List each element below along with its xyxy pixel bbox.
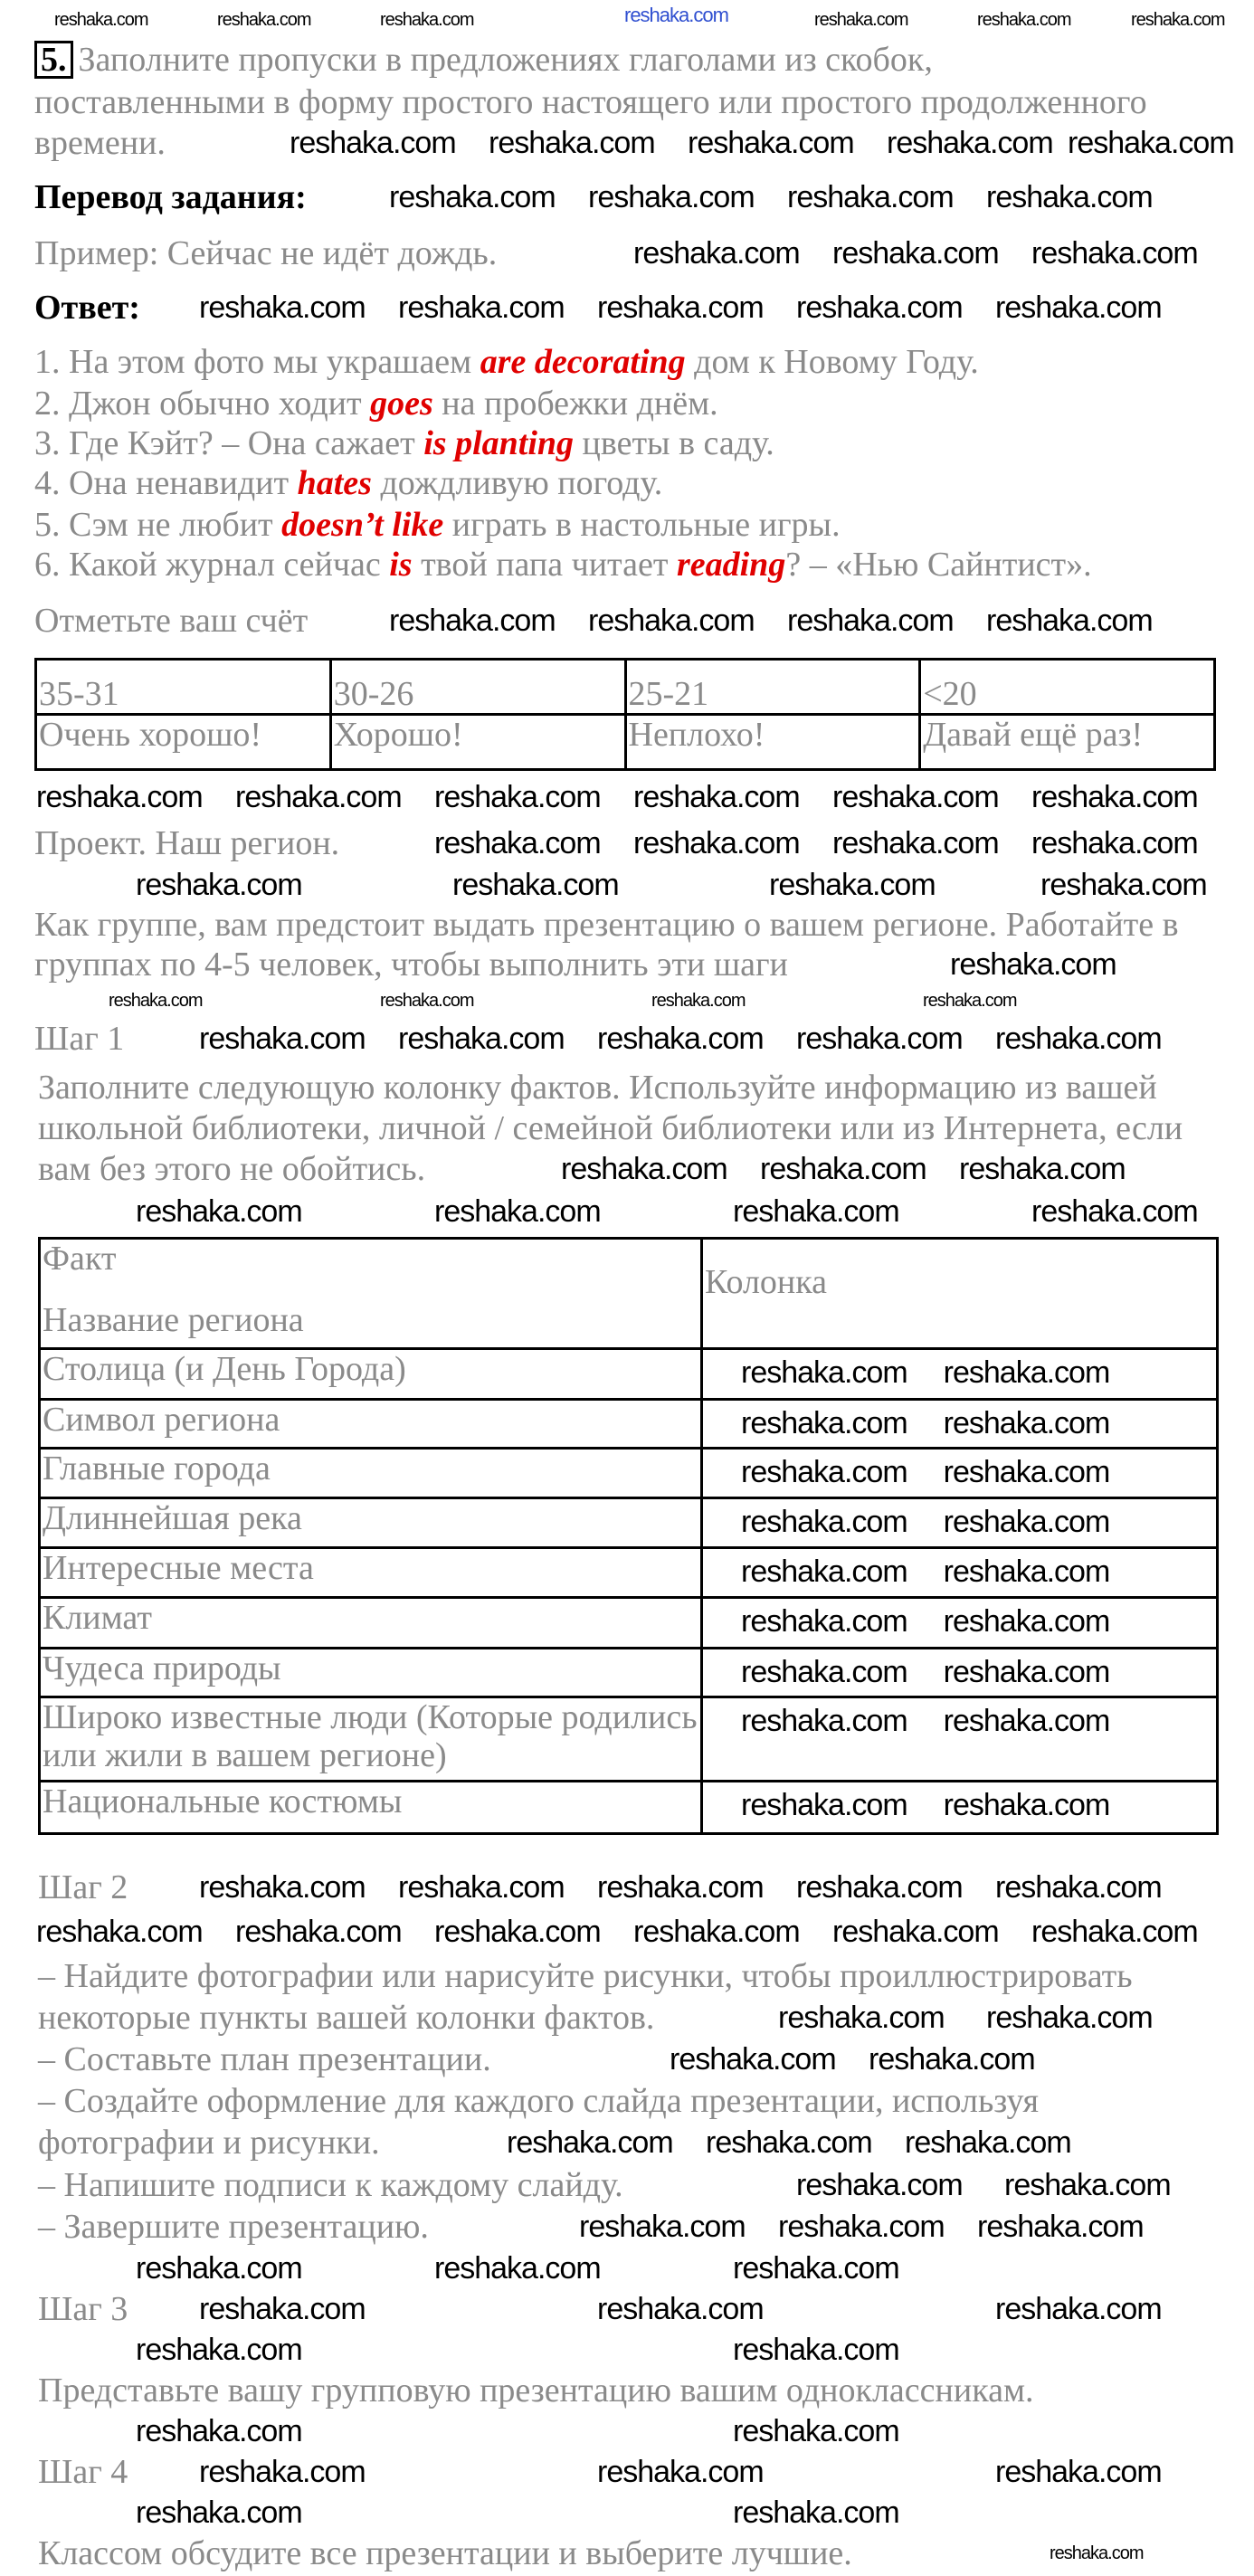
watermark: reshaka.com xyxy=(905,2125,1071,2160)
watermark: reshaka.com xyxy=(1031,1915,1198,1949)
step2-line: – Найдите фотографии или нарисуйте рисунки, чтобы проиллюстрировать xyxy=(38,1957,1133,1995)
watermark: reshaka.com xyxy=(109,991,203,1011)
watermark: reshaka.com xyxy=(389,604,556,638)
step1-line: вам без этого не обойтись. xyxy=(38,1150,426,1188)
watermark: reshaka.com xyxy=(887,126,1053,160)
answer-item: 3. Где Кэйт? – Она сажает is planting цветы в саду. xyxy=(34,424,774,462)
watermark: reshaka.com xyxy=(434,2251,601,2286)
watermark: reshaka.com xyxy=(398,1870,565,1905)
watermark: reshaka.com xyxy=(741,1655,907,1689)
watermark: reshaka.com xyxy=(624,4,728,26)
score-range: <20 xyxy=(920,660,1215,715)
watermark: reshaka.com xyxy=(217,10,311,30)
watermark: reshaka.com xyxy=(741,1554,907,1589)
step1-line: Заполните следующую колонку фактов. Используйте информацию из вашей xyxy=(38,1069,1157,1107)
watermark: reshaka.com xyxy=(434,826,601,860)
header-column: Колонка xyxy=(705,1263,828,1301)
watermark: reshaka.com xyxy=(54,10,148,30)
watermark: reshaka.com xyxy=(597,2292,764,2326)
watermark: reshaka.com xyxy=(597,1870,764,1905)
watermark: reshaka.com xyxy=(986,604,1153,638)
answer-item: 2. Джон обычно ходит goes на пробежки днём. xyxy=(34,385,718,423)
watermark: reshaka.com xyxy=(398,1022,565,1056)
watermark: reshaka.com xyxy=(398,290,565,325)
fact-label: Чудеса природы xyxy=(40,1649,702,1697)
watermark: reshaka.com xyxy=(943,1604,1110,1639)
score-table xyxy=(34,658,1216,771)
watermark: reshaka.com xyxy=(633,236,800,271)
watermark: reshaka.com xyxy=(796,1870,963,1905)
watermark: reshaka.com xyxy=(199,2292,366,2326)
score-rating: Хорошо! xyxy=(330,715,625,770)
watermark: reshaka.com xyxy=(235,1915,402,1949)
example-text: Пример: Сейчас не идёт дождь. xyxy=(34,234,498,272)
fact-label: Главные города xyxy=(40,1449,702,1498)
watermark: reshaka.com xyxy=(670,2042,836,2077)
facts-table xyxy=(38,1237,1219,1835)
answer-item: 5. Сэм не любит doesn’t like играть в настольные игры. xyxy=(34,506,841,544)
watermark: reshaka.com xyxy=(778,2210,945,2244)
watermark: reshaka.com xyxy=(796,1022,963,1056)
translation-heading: Перевод задания: xyxy=(34,178,307,216)
watermark: reshaka.com xyxy=(136,1194,302,1229)
watermark: reshaka.com xyxy=(733,2495,899,2530)
watermark: reshaka.com xyxy=(1031,236,1198,271)
watermark: reshaka.com xyxy=(380,991,474,1011)
watermark: reshaka.com xyxy=(1031,1194,1198,1229)
watermark: reshaka.com xyxy=(796,290,963,325)
answer-heading: Ответ: xyxy=(34,289,140,327)
watermark: reshaka.com xyxy=(814,10,908,30)
watermark: reshaka.com xyxy=(235,780,402,814)
step2-title: Шаг 2 xyxy=(38,1868,128,1906)
score-rating: Давай ещё раз! xyxy=(920,715,1215,770)
fact-label: Название региона xyxy=(43,1301,304,1339)
fact-label: Климат xyxy=(40,1598,702,1649)
watermark: reshaka.com xyxy=(588,604,755,638)
watermark: reshaka.com xyxy=(760,1152,926,1186)
fact-label: Интересные места xyxy=(40,1548,702,1598)
task-number: 5. xyxy=(34,41,73,79)
watermark: reshaka.com xyxy=(561,1152,727,1186)
answer-item: 1. На этом фото мы украшаем are decorating дом к Новому Году. xyxy=(34,343,979,381)
watermark: reshaka.com xyxy=(741,1355,907,1390)
answer-item: 6. Какой журнал сейчас is твой папа читает reading? – «Нью Сайнтист». xyxy=(34,546,1092,584)
watermark: reshaka.com xyxy=(136,2251,302,2286)
fact-label: Столица (и День Города) xyxy=(40,1349,702,1400)
watermark: reshaka.com xyxy=(787,180,954,214)
watermark: reshaka.com xyxy=(1040,868,1207,902)
watermark: reshaka.com xyxy=(769,868,936,902)
step2-line: – Завершите презентацию. xyxy=(38,2208,429,2246)
step4-text: Классом обсудите все презентации и выберите лучшие. xyxy=(38,2534,852,2572)
watermark: reshaka.com xyxy=(959,1152,1126,1186)
watermark: reshaka.com xyxy=(943,1704,1110,1738)
watermark: reshaka.com xyxy=(778,2001,945,2035)
watermark: reshaka.com xyxy=(733,1194,899,1229)
watermark: reshaka.com xyxy=(741,1604,907,1639)
watermark: reshaka.com xyxy=(995,2292,1162,2326)
watermark: reshaka.com xyxy=(943,1554,1110,1589)
watermark: reshaka.com xyxy=(741,1455,907,1489)
step1-line: школьной библиотеки, личной / семейной библиотеки или из Интернета, если xyxy=(38,1109,1183,1147)
watermark: reshaka.com xyxy=(597,290,764,325)
score-label: Отметьте ваш счёт xyxy=(34,602,309,640)
watermark: reshaka.com xyxy=(943,1406,1110,1440)
watermark: reshaka.com xyxy=(943,1505,1110,1539)
answer-verb: is planting xyxy=(423,424,575,462)
watermark: reshaka.com xyxy=(977,2210,1144,2244)
fact-label: Широко известные люди (Которые родились или жили в вашем регионе) xyxy=(40,1697,702,1782)
fact-value-cell[interactable] xyxy=(702,1548,1218,1598)
watermark: reshaka.com xyxy=(832,780,999,814)
watermark: reshaka.com xyxy=(389,180,556,214)
score-rating: Неплохо! xyxy=(625,715,920,770)
fact-value-cell[interactable] xyxy=(702,1697,1218,1782)
watermark: reshaka.com xyxy=(136,2414,302,2448)
fact-value-cell[interactable] xyxy=(702,1782,1218,1834)
fact-label: Национальные костюмы xyxy=(40,1782,702,1834)
watermark: reshaka.com xyxy=(977,10,1071,30)
watermark: reshaka.com xyxy=(579,2210,746,2244)
watermark: reshaka.com xyxy=(943,1788,1110,1822)
watermark: reshaka.com xyxy=(943,1655,1110,1689)
watermark: reshaka.com xyxy=(1068,126,1234,160)
project-intro-line: группах по 4-5 человек, чтобы выполнить эти шаги xyxy=(34,946,788,984)
facts-header-cell xyxy=(40,1239,702,1349)
watermark: reshaka.com xyxy=(796,2168,963,2202)
watermark: reshaka.com xyxy=(943,1355,1110,1390)
answer-verb: reading xyxy=(676,546,786,584)
task-instruction-line: 5. Заполните пропуски в предложениях глаголами из скобок, xyxy=(34,40,933,80)
watermark: reshaka.com xyxy=(995,2455,1162,2489)
watermark: reshaka.com xyxy=(136,868,302,902)
watermark: reshaka.com xyxy=(136,2333,302,2367)
watermark: reshaka.com xyxy=(832,826,999,860)
answer-item: 4. Она ненавидит hates дождливую погоду. xyxy=(34,464,663,502)
watermark: reshaka.com xyxy=(633,1915,800,1949)
score-range: 25-21 xyxy=(625,660,920,715)
answer-verb: goes xyxy=(370,385,433,423)
step3-title: Шаг 3 xyxy=(38,2290,128,2328)
step4-title: Шаг 4 xyxy=(38,2453,128,2491)
answer-verb: doesn’t like xyxy=(281,506,444,544)
fact-value-cell[interactable] xyxy=(702,1498,1218,1548)
watermark: reshaka.com xyxy=(923,991,1017,1011)
watermark: reshaka.com xyxy=(741,1788,907,1822)
watermark: reshaka.com xyxy=(986,2001,1153,2035)
fact-value-cell[interactable] xyxy=(702,1449,1218,1498)
watermark: reshaka.com xyxy=(434,1194,601,1229)
score-range: 30-26 xyxy=(330,660,625,715)
watermark: reshaka.com xyxy=(1050,2543,1144,2563)
watermark: reshaka.com xyxy=(1004,2168,1171,2202)
step2-line: – Составьте план презентации. xyxy=(38,2040,491,2078)
fact-value-cell[interactable] xyxy=(702,1400,1218,1449)
watermark: reshaka.com xyxy=(832,236,999,271)
watermark: reshaka.com xyxy=(1031,826,1198,860)
answer-verb: hates xyxy=(297,464,372,502)
step2-line: – Создайте оформление для каждого слайда презентации, используя xyxy=(38,2082,1040,2120)
watermark: reshaka.com xyxy=(950,947,1116,982)
watermark: reshaka.com xyxy=(199,1022,366,1056)
step1-title: Шаг 1 xyxy=(34,1020,125,1058)
watermark: reshaka.com xyxy=(489,126,655,160)
project-title: Проект. Наш регион. xyxy=(34,824,340,862)
watermark: reshaka.com xyxy=(36,780,203,814)
watermark: reshaka.com xyxy=(943,1455,1110,1489)
fact-label: Символ региона xyxy=(40,1400,702,1449)
watermark: reshaka.com xyxy=(633,826,800,860)
watermark: reshaka.com xyxy=(434,1915,601,1949)
watermark: reshaka.com xyxy=(597,1022,764,1056)
watermark: reshaka.com xyxy=(706,2125,872,2160)
step2-line: фотографии и рисунки. xyxy=(38,2124,380,2162)
watermark: reshaka.com xyxy=(434,780,601,814)
watermark: reshaka.com xyxy=(1131,10,1225,30)
watermark: reshaka.com xyxy=(1031,780,1198,814)
watermark: reshaka.com xyxy=(869,2042,1035,2077)
step2-line: некоторые пункты вашей колонки фактов. xyxy=(38,1999,655,2037)
step2-line: – Напишите подписи к каждому слайду. xyxy=(38,2166,623,2204)
watermark: reshaka.com xyxy=(733,2333,899,2367)
watermark: reshaka.com xyxy=(199,1870,366,1905)
header-fact: Факт xyxy=(43,1240,117,1278)
watermark: reshaka.com xyxy=(452,868,619,902)
fact-value-cell[interactable] xyxy=(702,1598,1218,1649)
watermark: reshaka.com xyxy=(588,180,755,214)
watermark: reshaka.com xyxy=(741,1406,907,1440)
watermark: reshaka.com xyxy=(995,290,1162,325)
watermark: reshaka.com xyxy=(995,1870,1162,1905)
watermark: reshaka.com xyxy=(741,1505,907,1539)
task-instruction-line: поставленными в форму простого настоящего или простого продолженного xyxy=(34,83,1147,121)
watermark: reshaka.com xyxy=(199,290,366,325)
fact-value-cell[interactable] xyxy=(702,1349,1218,1400)
task-instruction-line: времени. xyxy=(34,124,166,162)
facts-header-cell xyxy=(702,1239,1218,1349)
watermark: reshaka.com xyxy=(733,2251,899,2286)
answer-verb: are decorating xyxy=(480,343,686,381)
watermark: reshaka.com xyxy=(995,1022,1162,1056)
watermark: reshaka.com xyxy=(380,10,474,30)
fact-label: Длиннейшая река xyxy=(40,1498,702,1548)
watermark: reshaka.com xyxy=(199,2455,366,2489)
answer-verb: is xyxy=(389,546,413,584)
watermark: reshaka.com xyxy=(36,1915,203,1949)
watermark: reshaka.com xyxy=(633,780,800,814)
watermark: reshaka.com xyxy=(733,2414,899,2448)
watermark: reshaka.com xyxy=(597,2455,764,2489)
score-range: 35-31 xyxy=(36,660,331,715)
watermark: reshaka.com xyxy=(136,2495,302,2530)
watermark: reshaka.com xyxy=(507,2125,673,2160)
step3-text: Представьте вашу групповую презентацию вашим одноклассникам. xyxy=(38,2372,1034,2410)
watermark: reshaka.com xyxy=(832,1915,999,1949)
fact-value-cell[interactable] xyxy=(702,1649,1218,1697)
watermark: reshaka.com xyxy=(741,1704,907,1738)
watermark: reshaka.com xyxy=(290,126,456,160)
watermark: reshaka.com xyxy=(688,126,854,160)
watermark: reshaka.com xyxy=(986,180,1153,214)
score-rating: Очень хорошо! xyxy=(36,715,331,770)
watermark: reshaka.com xyxy=(787,604,954,638)
project-intro-line: Как группе, вам предстоит выдать презентацию о вашем регионе. Работайте в xyxy=(34,906,1179,944)
watermark: reshaka.com xyxy=(651,991,746,1011)
